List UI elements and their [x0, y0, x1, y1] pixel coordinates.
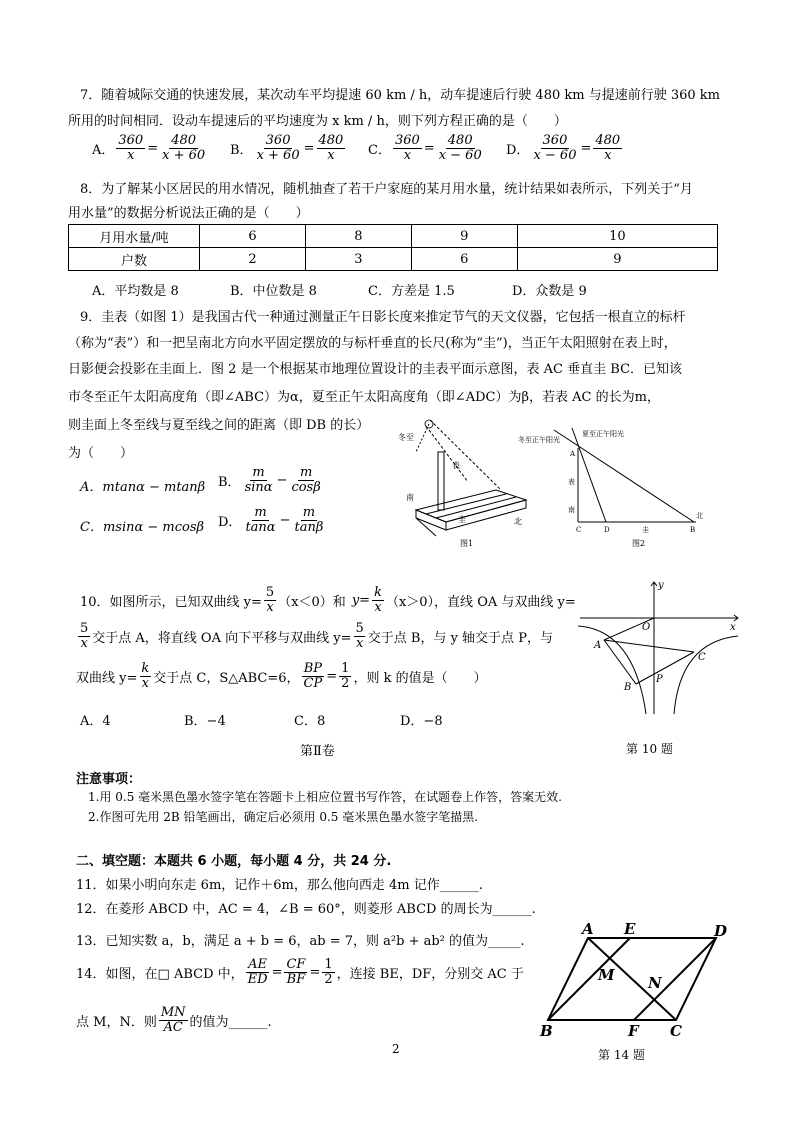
q9-line4: 市冬至正午太阳高度角（即∠ABC）为α，夏至正午太阳高度角（即∠ADC）为β，若表 AC 的长为m， — [68, 390, 660, 405]
figure-label: 表 — [452, 461, 460, 470]
text: 交于点 C，S△ABC=6， — [153, 670, 300, 686]
fraction — [302, 662, 325, 690]
option-label: C． — [368, 142, 391, 158]
page-number: 2 — [392, 1042, 400, 1056]
q7-line2: 所用的时间相同．设动车提速后的平均速度为 x km / h，则下列方程正确的是（ ） — [68, 114, 567, 129]
figure-caption: 图2 — [632, 539, 646, 548]
fraction — [593, 134, 622, 162]
q10-line3 — [76, 662, 487, 690]
fraction — [284, 958, 307, 986]
q7-option-a: A． $\frac{360}{x}$ = $\frac{480}{x + 60}$ — [92, 133, 206, 163]
figure-label: D — [604, 526, 610, 534]
denominator: 2 — [341, 675, 350, 691]
denominator: x — [403, 147, 412, 163]
numerator: 480 — [171, 133, 197, 148]
q7-option-b: B． $\frac{360}{x + 60}$ = $\frac{480}{x}$ — [230, 133, 344, 163]
table-cell: 9 — [411, 225, 517, 248]
q8-option-c: C．方差是 1.5 — [368, 284, 455, 299]
gui-biao-figure-2 — [518, 424, 718, 548]
denominator: x — [127, 147, 135, 163]
option-label: B． — [218, 474, 241, 490]
fraction — [322, 958, 334, 986]
text: 交于点 A，将直线 OA 向下平移与双曲线 y= — [92, 630, 352, 646]
fraction — [159, 1006, 188, 1034]
fraction — [393, 134, 422, 162]
option-label: D． — [506, 142, 530, 158]
q8-line2: 用水量”的数据分析说法正确的是（ ） — [68, 206, 309, 221]
table-cell: 户数 — [69, 248, 200, 271]
figure-caption: 图1 — [460, 539, 474, 548]
text: 点 M，N．则 — [76, 1014, 157, 1030]
numerator: m — [254, 505, 267, 520]
table-row — [69, 225, 718, 248]
numerator: BP — [303, 661, 323, 676]
text: （x＞0），直线 OA 与双曲线 y= — [385, 594, 576, 610]
parallelogram-figure — [536, 922, 736, 1052]
point-label: F — [628, 1022, 639, 1040]
figure-label: 北 — [696, 512, 703, 520]
q8-option-d: D．众数是 9 — [512, 284, 587, 299]
fraction — [160, 134, 207, 162]
text: = — [326, 668, 338, 684]
figure-label: 夏至正午阳光 — [582, 430, 624, 438]
q10-option-b: B．−4 — [184, 714, 226, 729]
text: 交于点 B，与 y 轴交于点 P，与 — [367, 630, 553, 646]
q12: 12．在菱形 ABCD 中，AC = 4，∠B = 60°，则菱形 ABCD 的周长为______. — [76, 902, 536, 917]
figure-label: 圭 — [458, 515, 466, 524]
q8-line1: 8．为了解某小区居民的用水情况，随机抽查了若干户家庭的某月用水量，统计结果如表所示，下列关于“月 — [80, 182, 693, 197]
figure-label: 北 — [514, 517, 522, 526]
note-1: 1.用 0.5 毫米黑色墨水签字笔在答题卡上相应位置书写作答，在试题卷上作答，答案无效. — [88, 790, 562, 804]
fraction — [339, 662, 351, 690]
point-label: A — [594, 640, 602, 651]
table-cell: 6 — [200, 225, 306, 248]
q13: 13．已知实数 a，b，满足 a + b = 6，ab = 7，则 a²b + ab² 的值为_____. — [76, 934, 525, 949]
fraction — [372, 586, 384, 614]
fraction — [78, 622, 90, 650]
q14-line1: 14．如图，在□ ABCD 中， $\frac{AE}{ED}$ = $\frac{CF}{BF}$ = $\frac{1}{2}$ ，连接 BE，DF，分别交 AC 于 — [76, 957, 524, 987]
axis-label: x — [730, 622, 736, 633]
denominator: x + 60 — [256, 147, 300, 163]
numerator: 5 — [355, 621, 364, 636]
axis-label: y — [658, 580, 664, 591]
denominator: ED — [247, 971, 268, 987]
figure-label: 南 — [568, 506, 575, 514]
numerator: 360 — [394, 133, 420, 148]
q11: 11．如果小明向东走 6m，记作＋6m，那么他向西走 4m 记作______. — [76, 878, 483, 893]
figure-label: 圭 — [642, 526, 649, 534]
point-label: M — [598, 966, 615, 984]
fraction — [437, 134, 484, 162]
denominator: cosβ — [291, 479, 321, 495]
denominator: BF — [286, 971, 306, 987]
fill-section-header: 二、填空题：本题共 6 小题，每小题 4 分，共 24 分. — [76, 854, 392, 869]
numerator: 360 — [265, 133, 291, 148]
fraction — [243, 466, 275, 494]
q10-option-c: C．8 — [294, 714, 326, 729]
q9-line6: 为（ ） — [68, 446, 134, 461]
q9-option-c: C．msinα − mcosβ — [80, 520, 205, 535]
denominator: x — [266, 599, 274, 615]
table-cell: 6 — [411, 248, 517, 271]
denominator: tanα — [245, 519, 276, 535]
numerator: k — [141, 661, 150, 676]
notes-title: 注意事项： — [76, 772, 142, 787]
numerator: 1 — [324, 957, 333, 972]
table-cell: 3 — [305, 248, 411, 271]
numerator: 480 — [447, 133, 473, 148]
denominator: AC — [163, 1019, 183, 1035]
q10-line2 — [76, 622, 553, 650]
note-2: 2.作图可先用 2B 铅笔画出，确定后必须用 0.5 毫米黑色墨水签字笔描黑. — [88, 810, 479, 824]
figure-caption-q14: 第 14 题 — [598, 1048, 645, 1062]
fraction — [292, 506, 325, 534]
q8-option-b: B．中位数是 8 — [230, 284, 317, 299]
table-cell: 9 — [517, 248, 717, 271]
q14-line2 — [76, 1006, 272, 1034]
point-label: B — [540, 1022, 553, 1040]
table-cell: 10 — [517, 225, 717, 248]
figure-label: B — [690, 526, 696, 534]
figure-label: 冬至正午阳光 — [518, 436, 560, 444]
option-label: A． — [92, 142, 115, 158]
q7-line1: 7．随着城际交通的快速发展，某次动车平均提速 60 km / h，动车提速后行驶 480 km 与提速前行驶 360 km — [80, 88, 720, 103]
option-label: B． — [230, 142, 253, 158]
text: 的值为______. — [189, 1014, 272, 1030]
denominator: x — [80, 635, 88, 651]
fraction — [264, 586, 276, 614]
fraction — [353, 622, 365, 650]
numerator: m — [299, 465, 313, 480]
option-label: D． — [218, 514, 242, 530]
q7-option-c: C． $\frac{360}{x}$ = $\frac{480}{x - 60}$ — [368, 133, 482, 163]
q9-line1: 9．圭表（如图 1）是我国古代一种通过测量正午日影长度来推定节气的天文仪器，它包括一根直立的标杆 — [80, 310, 686, 325]
numerator: m — [252, 465, 265, 480]
q9-option-b: B． $\frac{m}{\sin\alpha}$ − $\frac{m}{\cos\beta}$ — [218, 465, 321, 495]
text: （x＜0）和 — [278, 594, 346, 610]
denominator: x — [374, 599, 382, 615]
point-label: A — [582, 922, 594, 938]
point-label: D — [714, 922, 728, 940]
fraction — [116, 134, 145, 162]
denominator: x — [355, 635, 364, 651]
denominator: x + 60 — [162, 147, 206, 163]
figure-label: A — [570, 450, 576, 458]
q10-options — [80, 710, 443, 729]
fraction — [139, 662, 151, 690]
denominator: x − 60 — [533, 147, 577, 163]
text: 双曲线 y= — [76, 670, 138, 686]
fraction — [255, 134, 302, 162]
text: ，连接 BE，DF，分别交 AC 于 — [336, 966, 524, 982]
point-label: B — [624, 682, 632, 693]
text: y= — [351, 592, 371, 608]
numerator: 360 — [118, 133, 144, 148]
figure-label: 表 — [568, 478, 575, 486]
q9-line5: 则圭面上冬至线与夏至线之间的距离（即 DB 的长） — [68, 418, 370, 433]
q7-option-d: D． $\frac{360}{x - 60}$ = $\frac{480}{x}$ — [506, 133, 621, 163]
fraction — [317, 134, 346, 162]
point-label: O — [642, 622, 651, 633]
q10-line1 — [80, 586, 576, 614]
numerator: 360 — [542, 133, 568, 148]
figure-label: 南 — [406, 493, 414, 502]
water-usage-table — [68, 224, 718, 271]
denominator: 2 — [324, 971, 333, 987]
text: ，则 k 的值是（ ） — [353, 670, 487, 686]
numerator: CF — [286, 957, 306, 972]
text: 14．如图，在□ ABCD 中， — [76, 966, 244, 982]
numerator: AE — [248, 957, 268, 972]
numerator: 480 — [595, 133, 621, 148]
fraction — [243, 506, 277, 534]
denominator: tanβ — [294, 519, 324, 535]
figure-label: 冬至 — [398, 433, 414, 442]
fraction — [531, 134, 578, 162]
numerator: m — [302, 505, 316, 520]
table-cell: 2 — [200, 248, 306, 271]
denominator: x — [141, 675, 149, 691]
q8-options — [92, 280, 587, 299]
fraction — [246, 958, 270, 986]
point-label: E — [624, 922, 636, 938]
q9-line3: 日影便会投影在圭面上．图 2 是一个根据某市地理位置设计的圭表平面示意图，表 AC 垂直圭 BC．已知该 — [68, 362, 683, 377]
numerator: 5 — [80, 621, 89, 636]
denominator: x — [327, 147, 335, 163]
q9-option-d: D． $\frac{m}{\tan\alpha}$ − $\frac{m}{\tan\beta}$ — [218, 505, 324, 535]
denominator: x − 60 — [438, 147, 482, 163]
point-label: C — [698, 652, 706, 663]
q10-option-d: D．−8 — [400, 714, 443, 729]
q9-line2: （称为“表”）和一把呈南北方向水平固定摆放的与标杆垂直的长尺(称为“圭”)，当正午太阳照射在表上时， — [68, 336, 677, 351]
table-cell: 8 — [305, 225, 411, 248]
figure-caption-q10: 第 10 题 — [626, 742, 673, 756]
hyperbola-figure — [574, 578, 744, 718]
table-row — [69, 248, 718, 271]
figure-label: C — [576, 526, 582, 534]
text: 10．如图所示，已知双曲线 y= — [80, 594, 262, 610]
fraction — [289, 466, 322, 494]
point-label: P — [656, 674, 663, 685]
section-title: 第Ⅱ卷 — [300, 744, 335, 759]
table-cell: 月用水量/吨 — [69, 225, 200, 248]
numerator: k — [374, 585, 382, 600]
q10-option-a: A．4 — [80, 714, 111, 729]
numerator: MN — [160, 1005, 186, 1020]
point-label: C — [670, 1022, 682, 1040]
denominator: sinα — [244, 479, 273, 495]
q7-options — [92, 134, 644, 162]
q8-option-a: A．平均数是 8 — [92, 284, 179, 299]
numerator: 5 — [265, 585, 275, 600]
q9-option-a: A．mtanα − mtanβ — [80, 480, 206, 495]
numerator: 1 — [341, 661, 350, 676]
denominator: x — [604, 147, 612, 163]
numerator: 480 — [318, 133, 344, 148]
denominator: CP — [303, 675, 323, 691]
point-label: N — [648, 974, 662, 992]
